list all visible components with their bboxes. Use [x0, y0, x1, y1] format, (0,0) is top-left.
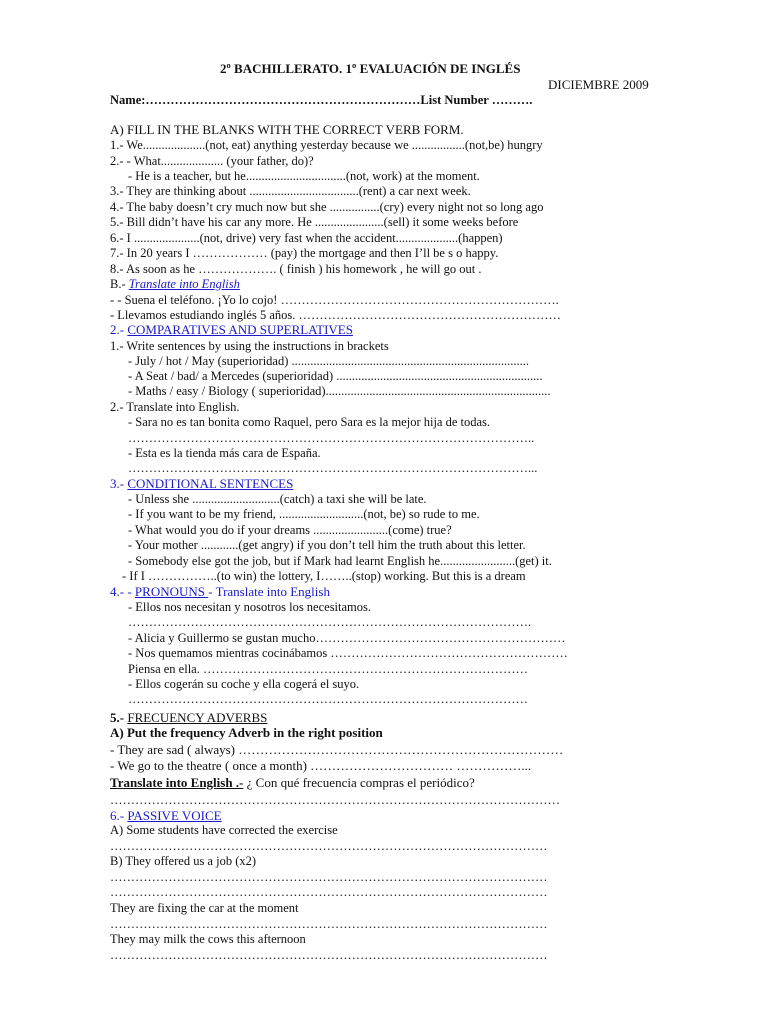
exercise-item: - Esta es la tienda más cara de España. [128, 446, 321, 460]
section-3-heading [110, 476, 293, 491]
section-b-label: Translate into English [128, 277, 240, 291]
exercise-item: - Unless she ............................(catch) a taxi she will be late. [128, 492, 427, 506]
exercise-item: 6.- I .....................(not, drive) very fast when the accident....................(happen) [110, 231, 503, 245]
exercise-item: B) They offered us a job (x2) [110, 854, 257, 868]
section-2-prefix: 2.- [110, 322, 128, 337]
answer-line: ……………………………………………………………………………………... [128, 461, 538, 475]
section-3-title: CONDITIONAL SENTENCES [127, 476, 294, 491]
answer-line: ……………………………………………………………………………………. [128, 615, 532, 629]
section-4-heading [110, 584, 330, 599]
exercise-item: A) Some students have corrected the exercise [110, 823, 338, 837]
exercise-item: 8.- As soon as he ………………. ( finish ) his homework , he will go out . [110, 262, 482, 276]
instruction: 1.- Write sentences by using the instructions in brackets [110, 339, 389, 353]
translate-text: ¿ Con qué frecuencia compras el periódico? [243, 775, 475, 790]
exercise-item: - Somebody else got the job, but if Mark had learnt English he........................(get) it. [128, 554, 552, 568]
answer-line: …………………………………………………………………………………………… [110, 870, 548, 884]
exercise-item: - If you want to be my friend, ...........................(not, be) so rude to me. [128, 507, 480, 521]
answer-line: …………………………………………………………………………………………… [110, 839, 548, 853]
exercise-item: - He is a teacher, but he................................(not, work) at the moment. [128, 169, 480, 183]
exercise-item: 5.- Bill didn’t have his car any more. He ......................(sell) it some weeks before [110, 215, 519, 229]
answer-line: ……………………………………………………………………………………………… [110, 793, 560, 807]
page-title: 2º BACHILLERATO. 1º EVALUACIÓN DE INGLÉS [220, 61, 521, 76]
exercise-item: 3.- They are thinking about ...................................(rent) a car next week. [110, 184, 471, 198]
exercise-item: Piensa en ella. …………………………………………………………………… [128, 662, 528, 676]
section-4-prefix: 4.- - [110, 584, 135, 599]
section-5-prefix: 5.- [110, 710, 128, 725]
exercise-item: 4.- The baby doesn’t cry much now but she ................(cry) every night not so long ago [110, 200, 544, 214]
section-2-title: COMPARATIVES AND SUPERLATIVES [127, 322, 353, 337]
exercise-item: - They are sad ( always) ………………………………………………………………… [110, 742, 564, 757]
translate-label: Translate into English .- [110, 775, 244, 790]
exercise-item: - July / hot / May (superioridad) ............................................................................ [128, 354, 530, 368]
answer-line: …………………………………………………………………………………………… [110, 948, 548, 962]
section-5-title: FRECUENCY ADVERBS [127, 710, 268, 725]
section-6-prefix: 6.- [110, 808, 128, 823]
exercise-item: - Nos quemamos mientras cocinábamos ………………………………………………… [128, 646, 568, 660]
section-4-suffix: - Translate into English [208, 584, 330, 599]
exercise-item: - Sara no es tan bonita como Raquel, pero Sara es la mejor hija de todas. [128, 415, 491, 429]
section-b-heading [110, 277, 240, 292]
exercise-item: - Ellos cogerán su coche y ella cogerá el suyo. [128, 677, 360, 691]
exercise-item: - What would you do if your dreams ........................(come) true? [128, 523, 452, 537]
section-6-title: PASSIVE VOICE [127, 808, 222, 823]
exercise-item: 7.- In 20 years I ……………… (pay) the mortgage and then I’ll be s o happy. [110, 246, 499, 260]
exam-date: DICIEMBRE 2009 [548, 77, 649, 92]
instruction: A) Put the frequency Adverb in the right position [110, 725, 383, 740]
answer-line: …………………………………………………………………………………………… [110, 885, 548, 899]
exercise-item: They are fixing the car at the moment [110, 901, 299, 915]
answer-line: …………………………………………………………………………………………… [110, 917, 548, 931]
translate-prompt [110, 775, 475, 790]
answer-line: …………………………………………………………………………………… [128, 692, 528, 706]
section-b-prefix: B.- [110, 277, 129, 291]
exercise-item: - Your mother ............(get angry) if you don’t tell him the truth about this letter. [128, 538, 526, 552]
exercise-item: - Alicia y Guillermo se gustan mucho…………………………………………………… [128, 631, 566, 645]
section-3-prefix: 3.- [110, 476, 128, 491]
exercise-item: - If I ……………..(to win) the lottery, I……..(stop) working. But this is a dream [122, 569, 526, 583]
section-6-heading [110, 808, 222, 823]
exercise-item: - - Suena el teléfono. ¡Yo lo cojo! …………………………………………………………. [110, 293, 559, 307]
exercise-item: They may milk the cows this afternoon [110, 932, 306, 946]
section-4-title: PRONOUNS [134, 584, 209, 599]
exercise-item: - Llevamos estudiando inglés 5 años. ……………………………………………………… [110, 308, 562, 322]
exercise-item: - A Seat / bad/ a Mercedes (superioridad) .................................................................. [128, 369, 543, 383]
exercise-item: - Ellos nos necesitan y nosotros los necesitamos. [128, 600, 372, 614]
section-a-heading: A) FILL IN THE BLANKS WITH THE CORRECT VERB FORM. [110, 122, 464, 137]
exercise-item: 1.- We....................(not, eat) anything yesterday because we .................(not,be) hungry [110, 138, 543, 152]
name-line: Name:…………………………………………………………List Number ………. [110, 93, 533, 107]
section-2-heading [110, 322, 353, 337]
answer-line: …………………………………………………………………………………….. [128, 431, 535, 445]
exercise-item: - We go to the theatre ( once a month) …………………………… ……………... [110, 758, 532, 773]
exercise-item: - Maths / easy / Biology ( superioridad)........................................................................ [128, 384, 551, 398]
section-5-heading [110, 710, 267, 725]
instruction: 2.- Translate into English. [110, 400, 240, 414]
exercise-item: 2.- - What.................... (your father, do)? [110, 154, 314, 168]
